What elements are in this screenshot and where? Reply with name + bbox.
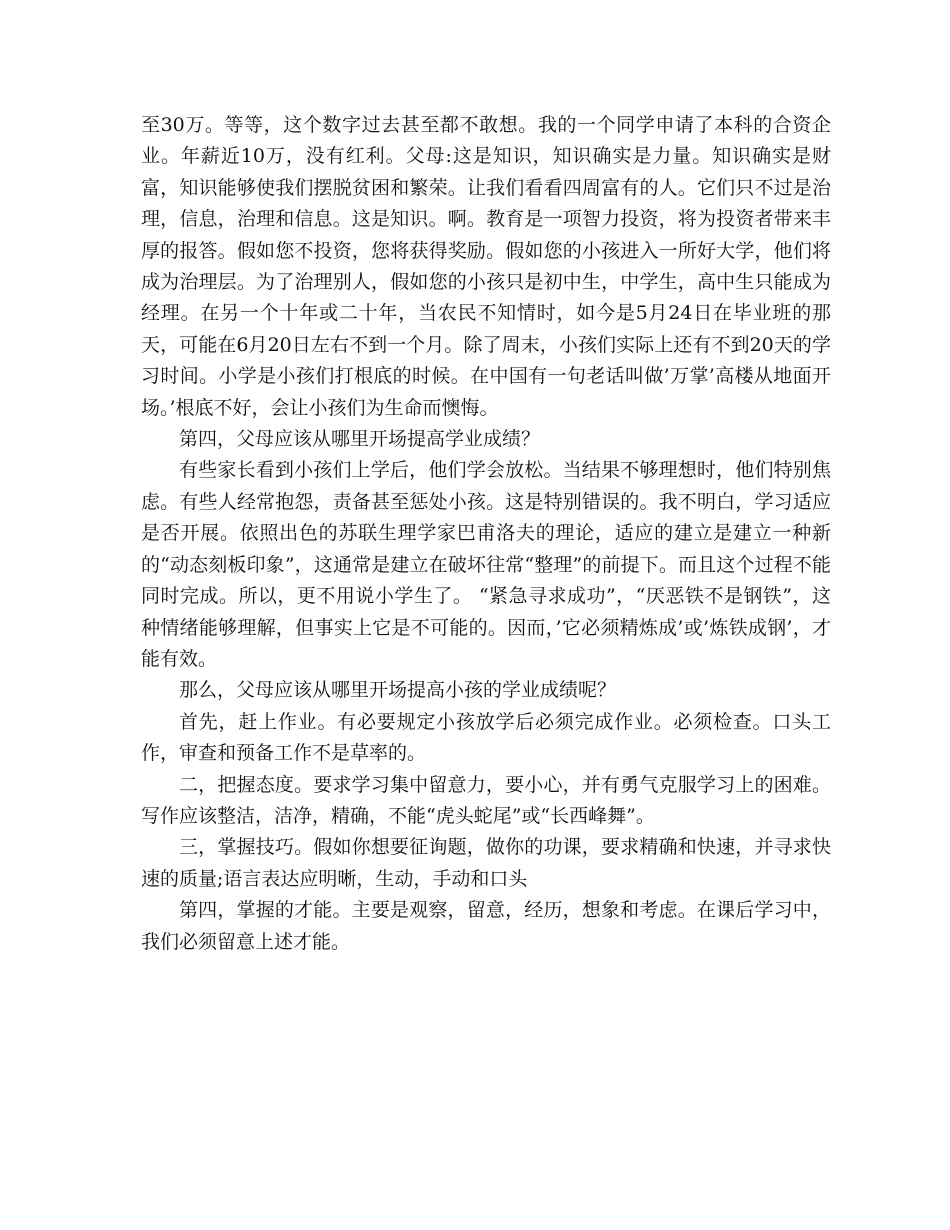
paragraph-6: 二，把握态度。要求学习集中留意力，要小心，并有勇气克服学习上的困难。写作应该整洁，洁净，精确，不能“虎头蛇尾”或“长西峰舞”。	[141, 773, 831, 827]
paragraph-1: 至30万。等等，这个数字过去甚至都不敢想。我的一个同学申请了本科的合资企业。年薪近10万，没有红利。父母:这是知识，知识确实是力量。知识确实是财富，知识能够使我们摆脱贫困和繁荣。让我们看看四周富有的人。它们只不过是治理，信息，治理和信息。这是知识。啊。教育是一项智力投资，将为投资者带来丰厚的报答。假如您不投资，您将获得奖励。假如您的小孩进入一所好大学，他们将成为治理层。为了治理别人，假如您的小孩只是初中生，中学生，高中生只能成为经理。在另一个十年或二十年，当农民不知情时，如今是5月24日在毕业班的那天，可能在6月20日左右不到一个月。除了周末，小孩们实际上还有不到20天的学习时间。小学是小孩们打根底的时候。在中国有一句老话叫做’万掌’高楼从地面开场。’根底不好，会让小孩们为生命而懊悔。	[141, 114, 831, 419]
document-body	[141, 110, 831, 958]
paragraph-8: 第四，掌握的才能。主要是观察，留意，经历，想象和考虑。在课后学习中，我们必须留意上述才能。	[141, 899, 831, 953]
paragraph-4: 那么，父母应该从哪里开场提高小孩的学业成绩呢？	[179, 679, 617, 702]
paragraph-7: 三，掌握技巧。假如你想要征询题，做你的功课，要求精确和快速，并寻求快速的质量;语言表达应明晰，生动，手动和口头	[141, 836, 831, 890]
paragraph-5: 首先，赶上作业。有必要规定小孩放学后必须完成作业。必须检查。口头工作，审查和预备工作不是草率的。	[141, 710, 831, 765]
paragraph-3: 有些家长看到小孩们上学后，他们学会放松。当结果不够理想时，他们特别焦虑。有些人经常抱怨，责备甚至惩处小孩。这是特别错误的。我不明白，学习适应是否开展。依照出色的苏联生理学家巴甫洛夫的理论，适应的建立是建立一种新的“动态刻板印象”，这通常是建立在破坏往常“整理”的前提下。而且这个过程不能同时完成。所以，更不用说小学生了。 “紧急寻求成功”，“厌恶铁不是钢铁”，这种情绪能够理解，但事实上它是不可能的。因而，’它必须精炼成’或’炼铁成钢’，才能有效。	[141, 459, 831, 670]
paragraph-2: 第四，父母应该从哪里开场提高学业成绩？	[179, 428, 541, 451]
